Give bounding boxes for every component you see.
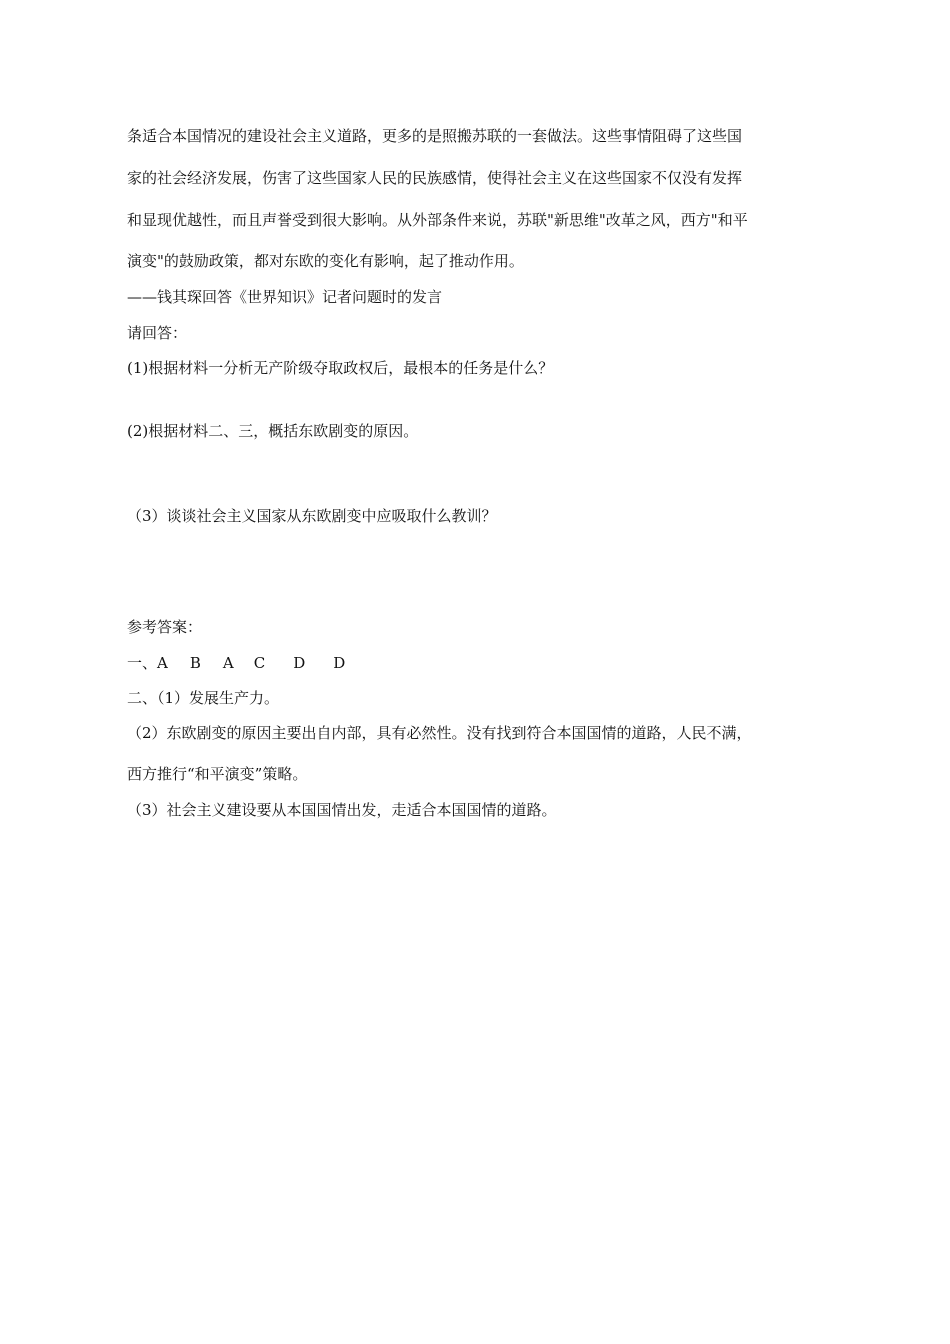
material-three-line-2: 家的社会经济发展，伤害了这些国家人民的民族感情，使得社会主义在这些国家不仅没有发挥 <box>127 169 743 187</box>
answer-two-2-line-1: （2）东欧剧变的原因主要出自内部，具有必然性。没有找到符合本国国情的道路，人民不满， <box>127 724 752 742</box>
answers-part-one <box>127 653 345 673</box>
answer-two-3: （3）社会主义建设要从本国国情出发，走适合本国国情的道路。 <box>127 801 557 819</box>
answer-two-2-line-2: 西方推行“和平演变”策略。 <box>127 765 308 783</box>
answers-part-one-prefix: 一、 <box>127 654 158 672</box>
question-3: （3）谈谈社会主义国家从东欧剧变中应吸取什么教训？ <box>127 507 497 525</box>
choice-answer: C <box>253 654 266 672</box>
answers-heading: 参考答案： <box>127 618 203 636</box>
question-2: (2)根据材料二、三，概括东欧剧变的原因。 <box>127 422 419 440</box>
question-1: (1)根据材料一分析无产阶级夺取政权后，最根本的任务是什么？ <box>127 359 554 377</box>
choice-answer: A <box>222 654 234 672</box>
choice-answer: D <box>293 654 306 672</box>
material-three-line-1: 条适合本国情况的建设社会主义道路，更多的是照搬苏联的一套做法。这些事情阻碍了这些国 <box>127 127 743 145</box>
material-source-attribution: ——钱其琛回答《世界知识》记者问题时的发言 <box>127 288 443 306</box>
choice-answer: B <box>189 654 201 672</box>
choice-answer: A <box>157 654 168 672</box>
material-three-line-4: 演变"的鼓励政策，都对东欧的变化有影响，起了推动作用。 <box>127 252 524 270</box>
answer-two-1: 二、（1）发展生产力。 <box>127 689 280 707</box>
choice-answer: D <box>333 654 346 672</box>
material-three-line-3: 和显现优越性，而且声誉受到很大影响。从外部条件来说，苏联"新思维"改革之风，西方"和平 <box>127 211 748 229</box>
questions-prompt: 请回答： <box>127 324 188 342</box>
